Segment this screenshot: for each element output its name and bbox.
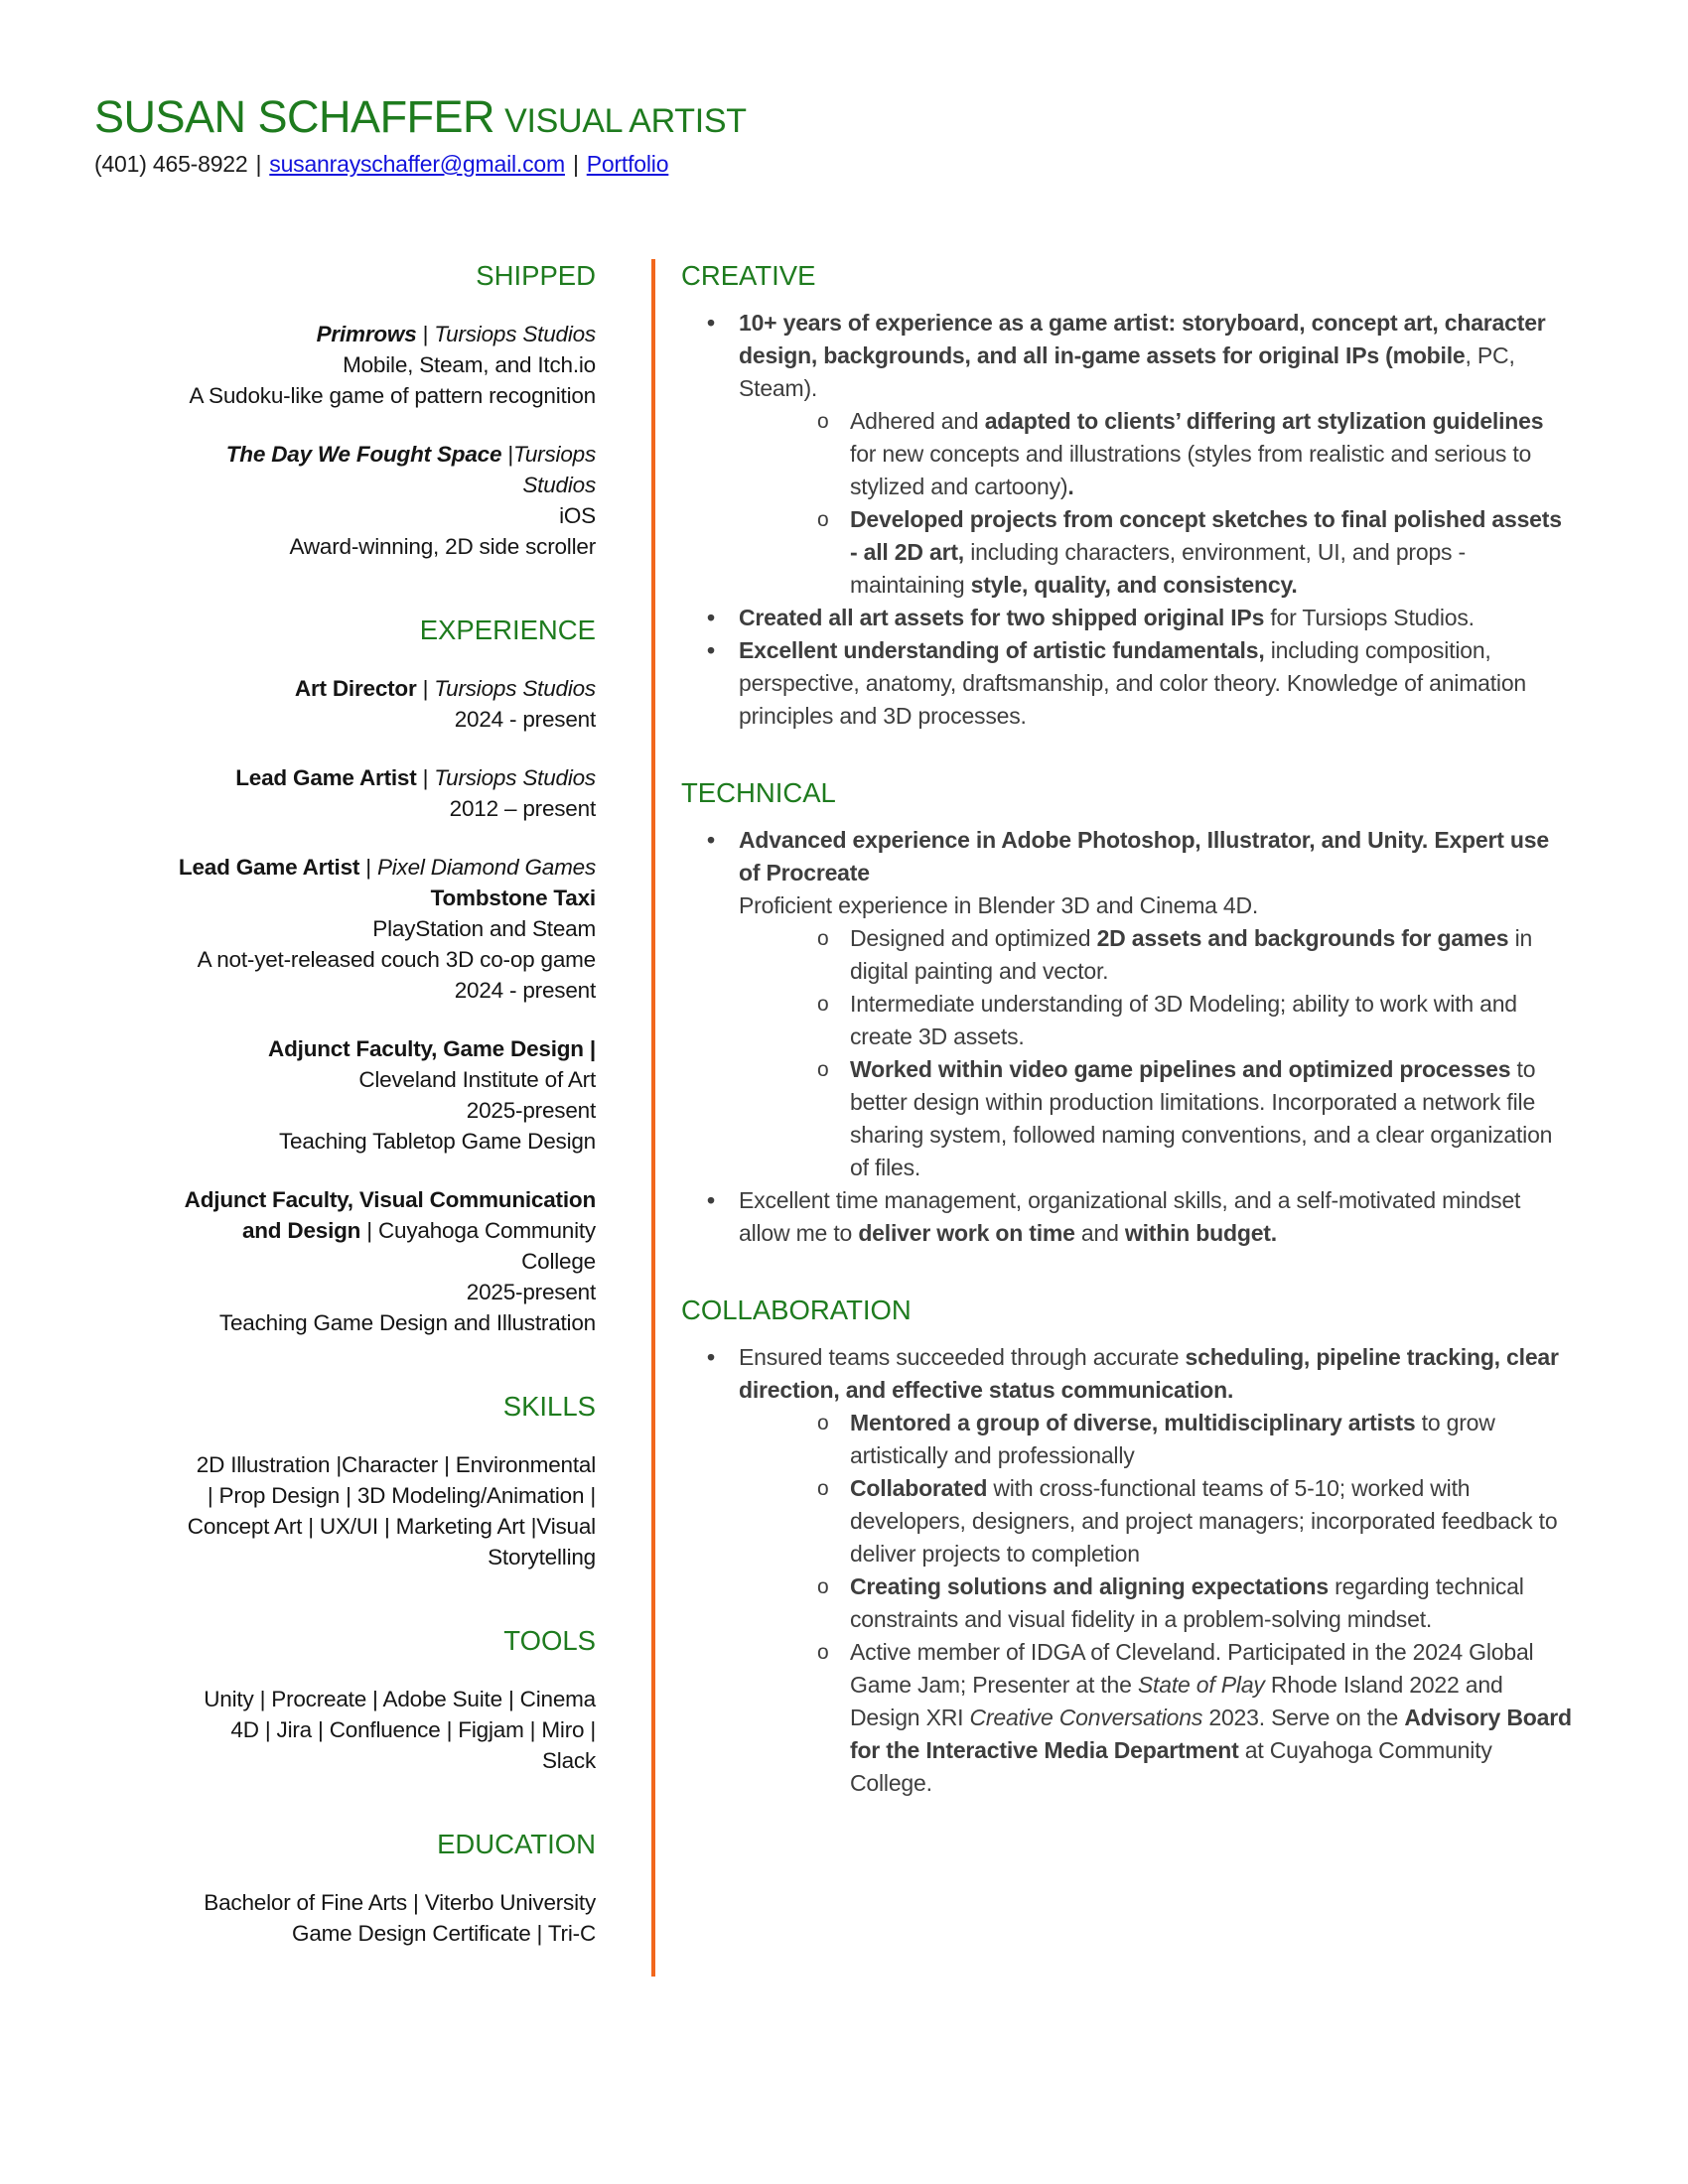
section-heading-creative: CREATIVE [681,260,816,291]
text-run: Excellent time management, organizational skills, and a self-motivated mindset allow me to [739,1187,1521,1246]
entry-block [94,439,596,562]
text-run: in digital painting and vector. [850,925,1533,984]
text-line [94,673,596,704]
text-run: Active member of IDGA of Cleveland. Participated in the 2024 Global Game Jam; Presenter at the [850,1639,1534,1698]
bullet-item [681,602,1575,634]
text-run: Slack [541,1748,596,1773]
contact-separator: | [572,151,579,177]
text-run: iOS [559,503,596,528]
text-run: Intermediate understanding of 3D Modeling; ability to work with and create 3D assets. [850,991,1517,1049]
text-run: Ensured teams succeeded through accurate [739,1344,1186,1370]
entry-block [94,1449,596,1572]
text-run: Studios [522,473,596,497]
text-run: and Design [241,1218,361,1243]
text-run: Teaching Tabletop Game Design [279,1129,596,1154]
text-line [94,349,596,380]
text-run: Created all art assets for two shipped original IPs [739,605,1265,630]
entry-block [94,1033,596,1157]
bullet-item [681,1570,1575,1636]
section-heading-technical: TECHNICAL [681,777,836,808]
text-run: 10+ years of experience as a game artist: storyboard, concept art, character design, backgrounds, and all in-game assets for original IPs (mobile [739,310,1546,368]
entry-block [94,762,596,824]
contact-line [94,151,1688,178]
bullet-item [681,988,1575,1053]
text-run: Creating solutions and aligning expectations [850,1573,1329,1599]
bullet-item [681,1636,1575,1800]
text-run: including composition, perspective, anatomy, draftsmanship, and color theory. Knowledge of animation principles and 3D processes. [739,637,1527,729]
text-run: Concept Art | UX/UI | Marketing Art |Visual [187,1514,596,1539]
text-line [94,1277,596,1307]
text-run: Storytelling [488,1545,596,1570]
disc-bullet-icon: • [707,827,715,853]
text-run: Lead Game Artist [178,855,360,880]
text-line [94,1064,596,1095]
text-run: PlayStation and Steam [372,916,596,941]
text-run: | [501,442,513,467]
text-run: Tombstone Taxi [430,886,596,910]
text-run: Game Design Certificate | Tri-C [292,1921,596,1946]
text-line [94,531,596,562]
disc-bullet-icon: • [707,1187,715,1213]
text-run: Bachelor of Fine Arts | Viterbo University [204,1890,596,1915]
entry-block [94,673,596,735]
text-line [94,500,596,531]
circle-bullet-icon: o [817,1575,829,1598]
text-run: College [521,1249,596,1274]
text-run: 2012 – present [449,796,596,821]
text-run: regarding technical constraints and visual fidelity in a problem-solving mindset. [850,1573,1524,1632]
text-run: Rhode Island 2022 and Design XRI [850,1672,1503,1730]
text-run: 4D | Jira | Confluence | Figjam | Miro | [230,1717,596,1742]
section-heading-collaboration: COLLABORATION [681,1295,912,1325]
text-run: Mobile, Steam, and Itch.io [343,352,596,377]
entry-block [94,852,596,1006]
text-run: Collaborated [850,1475,988,1501]
circle-bullet-icon: o [817,1477,829,1500]
circle-bullet-icon: o [817,993,829,1016]
text-run: including characters, environment, UI, and props - maintaining [850,539,1466,598]
text-line [94,1684,596,1714]
text-line [94,793,596,824]
text-run: style, quality, and consistency. [970,572,1298,598]
text-line [94,1246,596,1277]
text-line [94,1714,596,1745]
text-run: Advanced experience in Adobe Photoshop, Illustrator, and Unity. Expert use of Procreate [739,827,1549,886]
text-line [94,380,596,411]
text-run: Tursiops [512,442,596,467]
text-run: | Prop Design | 3D Modeling/Animation | [207,1483,596,1508]
text-run: to grow artistically and professionally [850,1410,1495,1468]
text-run: 2024 - present [454,707,596,732]
text-run: | Cuyahoga Community [360,1218,596,1243]
text-run: 2024 - present [454,978,596,1003]
text-run: Mentored a group of diverse, multidisciplinary artists [850,1410,1416,1435]
text-run: Award-winning, 2D side scroller [289,534,596,559]
name-line [94,91,1688,143]
entry-block [94,1887,596,1949]
text-run: Art Director [294,676,417,701]
text-line [94,852,596,883]
text-run: | [359,855,377,880]
text-run: adapted to clients’ differing art stylization guidelines [984,408,1544,434]
text-run: Excellent understanding of artistic fundamentals, [739,637,1265,663]
section-heading-shipped: SHIPPED [476,260,596,291]
text-run: . [1067,474,1074,499]
bullet-item [681,1472,1575,1570]
entry-block [94,319,596,411]
text-line [94,975,596,1006]
section-heading-education: EDUCATION [437,1829,596,1859]
person-name: SUSAN SCHAFFER [94,91,495,142]
text-line [94,944,596,975]
section-heading-tools: TOOLS [503,1625,596,1656]
text-line [94,1307,596,1338]
text-line [94,319,596,349]
text-run: | [416,765,435,790]
circle-bullet-icon: o [817,1641,829,1664]
bullet-item [681,634,1575,733]
text-run: Proficient experience in Blender 3D and Cinema 4D. [739,892,1259,918]
text-line [94,439,596,470]
text-line [94,1449,596,1480]
section-heading-experience: EXPERIENCE [419,614,596,645]
text-line [94,470,596,500]
bullet-item [681,1341,1575,1407]
text-run: | [416,676,435,701]
text-run: deliver work on time [858,1220,1075,1246]
text-run: 2025-present [466,1280,596,1304]
text-line [94,1215,596,1246]
text-line [94,1184,596,1215]
text-line [94,762,596,793]
disc-bullet-icon: • [707,605,715,630]
bullet-item [681,922,1575,988]
disc-bullet-icon: • [707,1344,715,1370]
contact-separator: | [255,151,262,177]
text-run: scheduling, pipeline tracking, clear direction, and effective status communication. [739,1344,1559,1403]
text-run: 2025-present [466,1098,596,1123]
text-run: 2D assets and backgrounds for games [1096,925,1509,951]
portfolio-link[interactable]: Portfolio [586,151,669,177]
disc-bullet-icon: • [707,637,715,663]
bullet-item [681,503,1575,602]
text-run: Designed and optimized [850,925,1097,951]
bullet-item [681,1053,1575,1184]
person-role: VISUAL ARTIST [504,102,747,140]
circle-bullet-icon: o [817,1412,829,1434]
text-run: Worked within video game pipelines and optimized processes [850,1056,1511,1082]
text-line [94,704,596,735]
text-run: Adhered and [850,408,985,434]
section-heading-skills: SKILLS [502,1391,596,1422]
disc-bullet-icon: • [707,310,715,336]
text-run: Creative Conversations [969,1705,1203,1730]
text-line [94,1745,596,1776]
text-line [94,1542,596,1572]
text-run: Advisory Board for the Interactive Media Department [850,1705,1572,1763]
text-run: Unity | Procreate | Adobe Suite | Cinema [204,1687,596,1711]
bullet-item [681,824,1575,889]
text-run: A not-yet-released couch 3D co-op game [197,947,596,972]
right-column [681,259,1575,1977]
text-run: The Day We Fought Space [225,442,502,467]
text-run: | [416,322,435,346]
text-run: State of Play [1137,1672,1265,1698]
resume-header [0,0,1688,178]
text-run: to better design within production limitations. Incorporated a network file sharing system, followed naming conventions, and a clear organization of files. [850,1056,1553,1180]
text-run: Adjunct Faculty, Visual Communication [184,1187,596,1212]
column-divider [651,259,655,1977]
text-run: for Tursiops Studios. [1264,605,1475,630]
text-run: with cross-functional teams of 5-10; worked with developers, designers, and project managers; incorporated feedback to deliver projects to completion [850,1475,1558,1567]
text-line [94,1918,596,1949]
entry-block [94,1684,596,1776]
text-line [94,1480,596,1511]
text-run: Teaching Game Design and Illustration [218,1310,596,1335]
bullet-item [681,889,1575,922]
text-run: A Sudoku-like game of pattern recognition [189,383,596,408]
text-run: and [1074,1220,1125,1246]
text-run: Developed projects from concept sketches to final polished assets - all 2D art, [850,506,1562,565]
circle-bullet-icon: o [817,1058,829,1081]
text-line [94,883,596,913]
text-line [94,1126,596,1157]
text-run: Lead Game Artist [235,765,417,790]
text-run: Adjunct Faculty, Game Design | [268,1036,596,1061]
text-line [94,1095,596,1126]
text-run: Primrows [316,322,417,346]
text-run: , PC, Steam). [739,342,1515,401]
left-column [94,259,596,1977]
resume-body [94,259,1688,1977]
text-line [94,1887,596,1918]
text-run: Tursiops Studios [434,765,596,790]
bullet-item [681,1184,1575,1250]
circle-bullet-icon: o [817,508,829,531]
text-line [94,1511,596,1542]
text-run: 2023. Serve on the [1202,1705,1405,1730]
email-link[interactable]: susanrayschaffer@gmail.com [269,151,565,177]
circle-bullet-icon: o [817,927,829,950]
text-run: for new concepts and illustrations (styles from realistic and serious to stylized and cartoony) [850,441,1532,499]
bullet-item [681,405,1575,503]
text-line [94,913,596,944]
bullet-item [681,307,1575,405]
text-run: Tursiops Studios [434,322,596,346]
entry-block [94,1184,596,1338]
bullet-item [681,1407,1575,1472]
circle-bullet-icon: o [817,410,829,433]
text-run: within budget. [1124,1220,1277,1246]
text-run: 2D Illustration |Character | Environmental [196,1452,596,1477]
text-run: Tursiops Studios [434,676,596,701]
text-run: Pixel Diamond Games [376,855,596,880]
text-run: Cleveland Institute of Art [358,1067,596,1092]
text-run: at Cuyahoga Community College. [850,1737,1492,1796]
text-line [94,1033,596,1064]
phone-number: (401) 465-8922 [94,151,248,177]
